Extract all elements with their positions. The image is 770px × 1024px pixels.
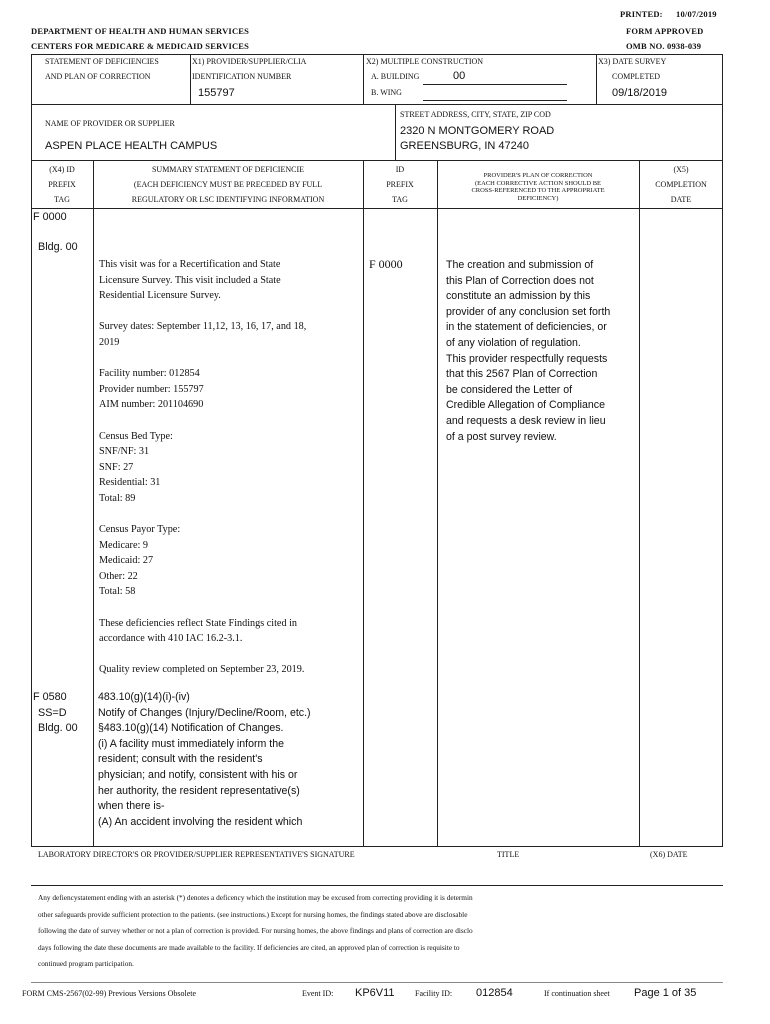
summary-para: Census Bed Type: SNF/NF: 31 SNF: 27 Residential: 31 Total: 89 <box>99 430 173 504</box>
event-id-label: Event ID: <box>302 989 334 998</box>
printed-date: 10/07/2019 <box>676 9 717 19</box>
tag-f0580-block <box>33 690 78 737</box>
building-label: A. BUILDING <box>371 72 420 81</box>
x4-header: (X4) ID PREFIX TAG <box>48 165 76 204</box>
statement-label-1: STATEMENT OF DEFICIENCIES <box>45 57 159 66</box>
statement-label-2: AND PLAN OF CORRECTION <box>45 72 151 81</box>
summary-para: Quality review completed on September 23, 2019. <box>99 664 305 676</box>
facility-id-value: 012854 <box>476 987 513 999</box>
summary-block-1 <box>99 257 361 694</box>
page-number: Page 1 of 35 <box>634 987 697 999</box>
x5-header: (X5) COMPLETION DATE <box>655 165 707 204</box>
summary-f0580: 483.10(g)(14)(i)-(iv) Notify of Changes (Injury/Decline/Room, etc.) §483.10(g)(14) Notification of Changes. (i) A facility must immediately inform the resident; consult with the resident's physician; and notify, consistent with his or her authority, the resident representative(s) when there is- (A) An accident involving the resident which <box>98 691 311 828</box>
form-approved: FORM APPROVED <box>626 26 704 36</box>
disclaimer-line: other safeguards provide sufficient protection to the patients. (see instructions.) Except for nursing homes, the findings stated above are disclosable <box>38 909 468 919</box>
x2-label: X2) MULTIPLE CONSTRUCTION <box>366 57 484 66</box>
x3-label-1: X3) DATE SURVEY <box>598 57 667 66</box>
provider-id-value: 155797 <box>198 87 235 99</box>
street-line-1: 2320 N MONTGOMERY ROAD <box>400 125 555 137</box>
x1-label-1: X1) PROVIDER/SUPPLIER/CLIA <box>192 57 307 66</box>
bldg-label: Bldg. 00 <box>38 241 78 253</box>
summary-para: These deficiencies reflect State Findings cited in accordance with 410 IAC 16.2-3.1. <box>99 617 298 645</box>
tag-f0580: F 0580 <box>33 691 67 703</box>
id-prefix-header: ID PREFIX TAG <box>386 165 414 204</box>
disclaimer-line: continued program participation. <box>38 959 134 968</box>
agency-line1: DEPARTMENT OF HEALTH AND HUMAN SERVICES <box>31 26 250 36</box>
building-value: 00 <box>453 70 466 82</box>
survey-date-value: 09/18/2019 <box>612 87 668 99</box>
id-tag-f0000: F 0000 <box>369 257 403 271</box>
summary-para: Census Payor Type: Medicare: 9 Medicaid: 27 Other: 22 Total: 58 <box>99 524 181 598</box>
disclaimer-line: Any defiencystatement ending with an asterisk (*) denotes a deficency which the institution may be excused from correcting providing it is determin <box>38 893 473 902</box>
agency-line2: CENTERS FOR MEDICARE & MEDICAID SERVICES <box>31 41 250 51</box>
x1-label-2: IDENTIFICATION NUMBER <box>192 72 292 81</box>
title-label: TITLE <box>497 850 520 859</box>
signature-label: LABORATORY DIRECTOR'S OR PROVIDER/SUPPLIER REPRESENTATIVE'S SIGNATURE <box>38 850 355 859</box>
provider-name-value: ASPEN PLACE HEALTH CAMPUS <box>45 140 218 152</box>
severity-scope: SS=D <box>38 706 67 719</box>
printed-label: PRINTED: <box>620 9 663 19</box>
provider-name-label: NAME OF PROVIDER OR SUPPLIER <box>45 119 175 128</box>
continuation-label: If continuation sheet <box>544 989 610 998</box>
omb-number: OMB NO. 0938-039 <box>626 41 702 51</box>
plan-header: PROVIDER'S PLAN OF CORRECTION (EACH CORRECTIVE ACTION SHOULD BE CROSS-REFERENCED TO THE APPROPRIATE DEFICIENCY) <box>471 172 605 202</box>
disclaimer-line: days following the date these documents are made available to the facility. If deficiencies are cited, an approved plan of correction is requisite to <box>38 942 460 952</box>
disclaimer <box>38 890 728 973</box>
plan-of-correction-text: The creation and submission of this Plan of Correction does not constitute an admission by this provider of any conclusion set forth in the statement of deficiencies, or of any violation of regulation. This provider respectfully requests that this 2567 Plan of Correction be considered the Letter of Credible Allegation of Compliance and requests a desk review in lieu of a post survey review. <box>446 259 611 443</box>
street-line-2: GREENSBURG, IN 47240 <box>400 140 529 152</box>
tag-f0000: F 0000 <box>33 211 67 223</box>
date-label: (X6) DATE <box>650 850 688 859</box>
street-address-label: STREET ADDRESS, CITY, STATE, ZIP COD <box>400 110 551 119</box>
summary-para: Survey dates: September 11,12, 13, 16, 17, and 18, 2019 <box>99 321 307 348</box>
summary-para: This visit was for a Recertification and State Licensure Survey. This visit included a State Residential Licensure Survey. <box>99 259 281 302</box>
summary-header: SUMMARY STATEMENT OF DEFICIENCIE (EACH DEFICIENCY MUST BE PRECEDED BY FULL REGULATORY OR LSC IDENTIFYING INFORMATION <box>131 165 325 204</box>
summary-para: Facility number: 012854 Provider number: 155797 AIM number: 201104690 <box>99 368 204 411</box>
disclaimer-line: following the date of survey whether or not a plan of correction is provided. For nursing homes, the above findings and plans of correction are disclo <box>38 926 473 935</box>
bldg-label-2: Bldg. 00 <box>38 722 78 735</box>
form-number: FORM CMS-2567(02-99) Previous Versions Obsolete <box>22 989 197 998</box>
event-id-value: KP6V11 <box>355 987 395 999</box>
x3-label-2: COMPLETED <box>612 72 660 81</box>
facility-id-label: Facility ID: <box>415 989 453 998</box>
wing-label: B. WING <box>371 88 402 97</box>
